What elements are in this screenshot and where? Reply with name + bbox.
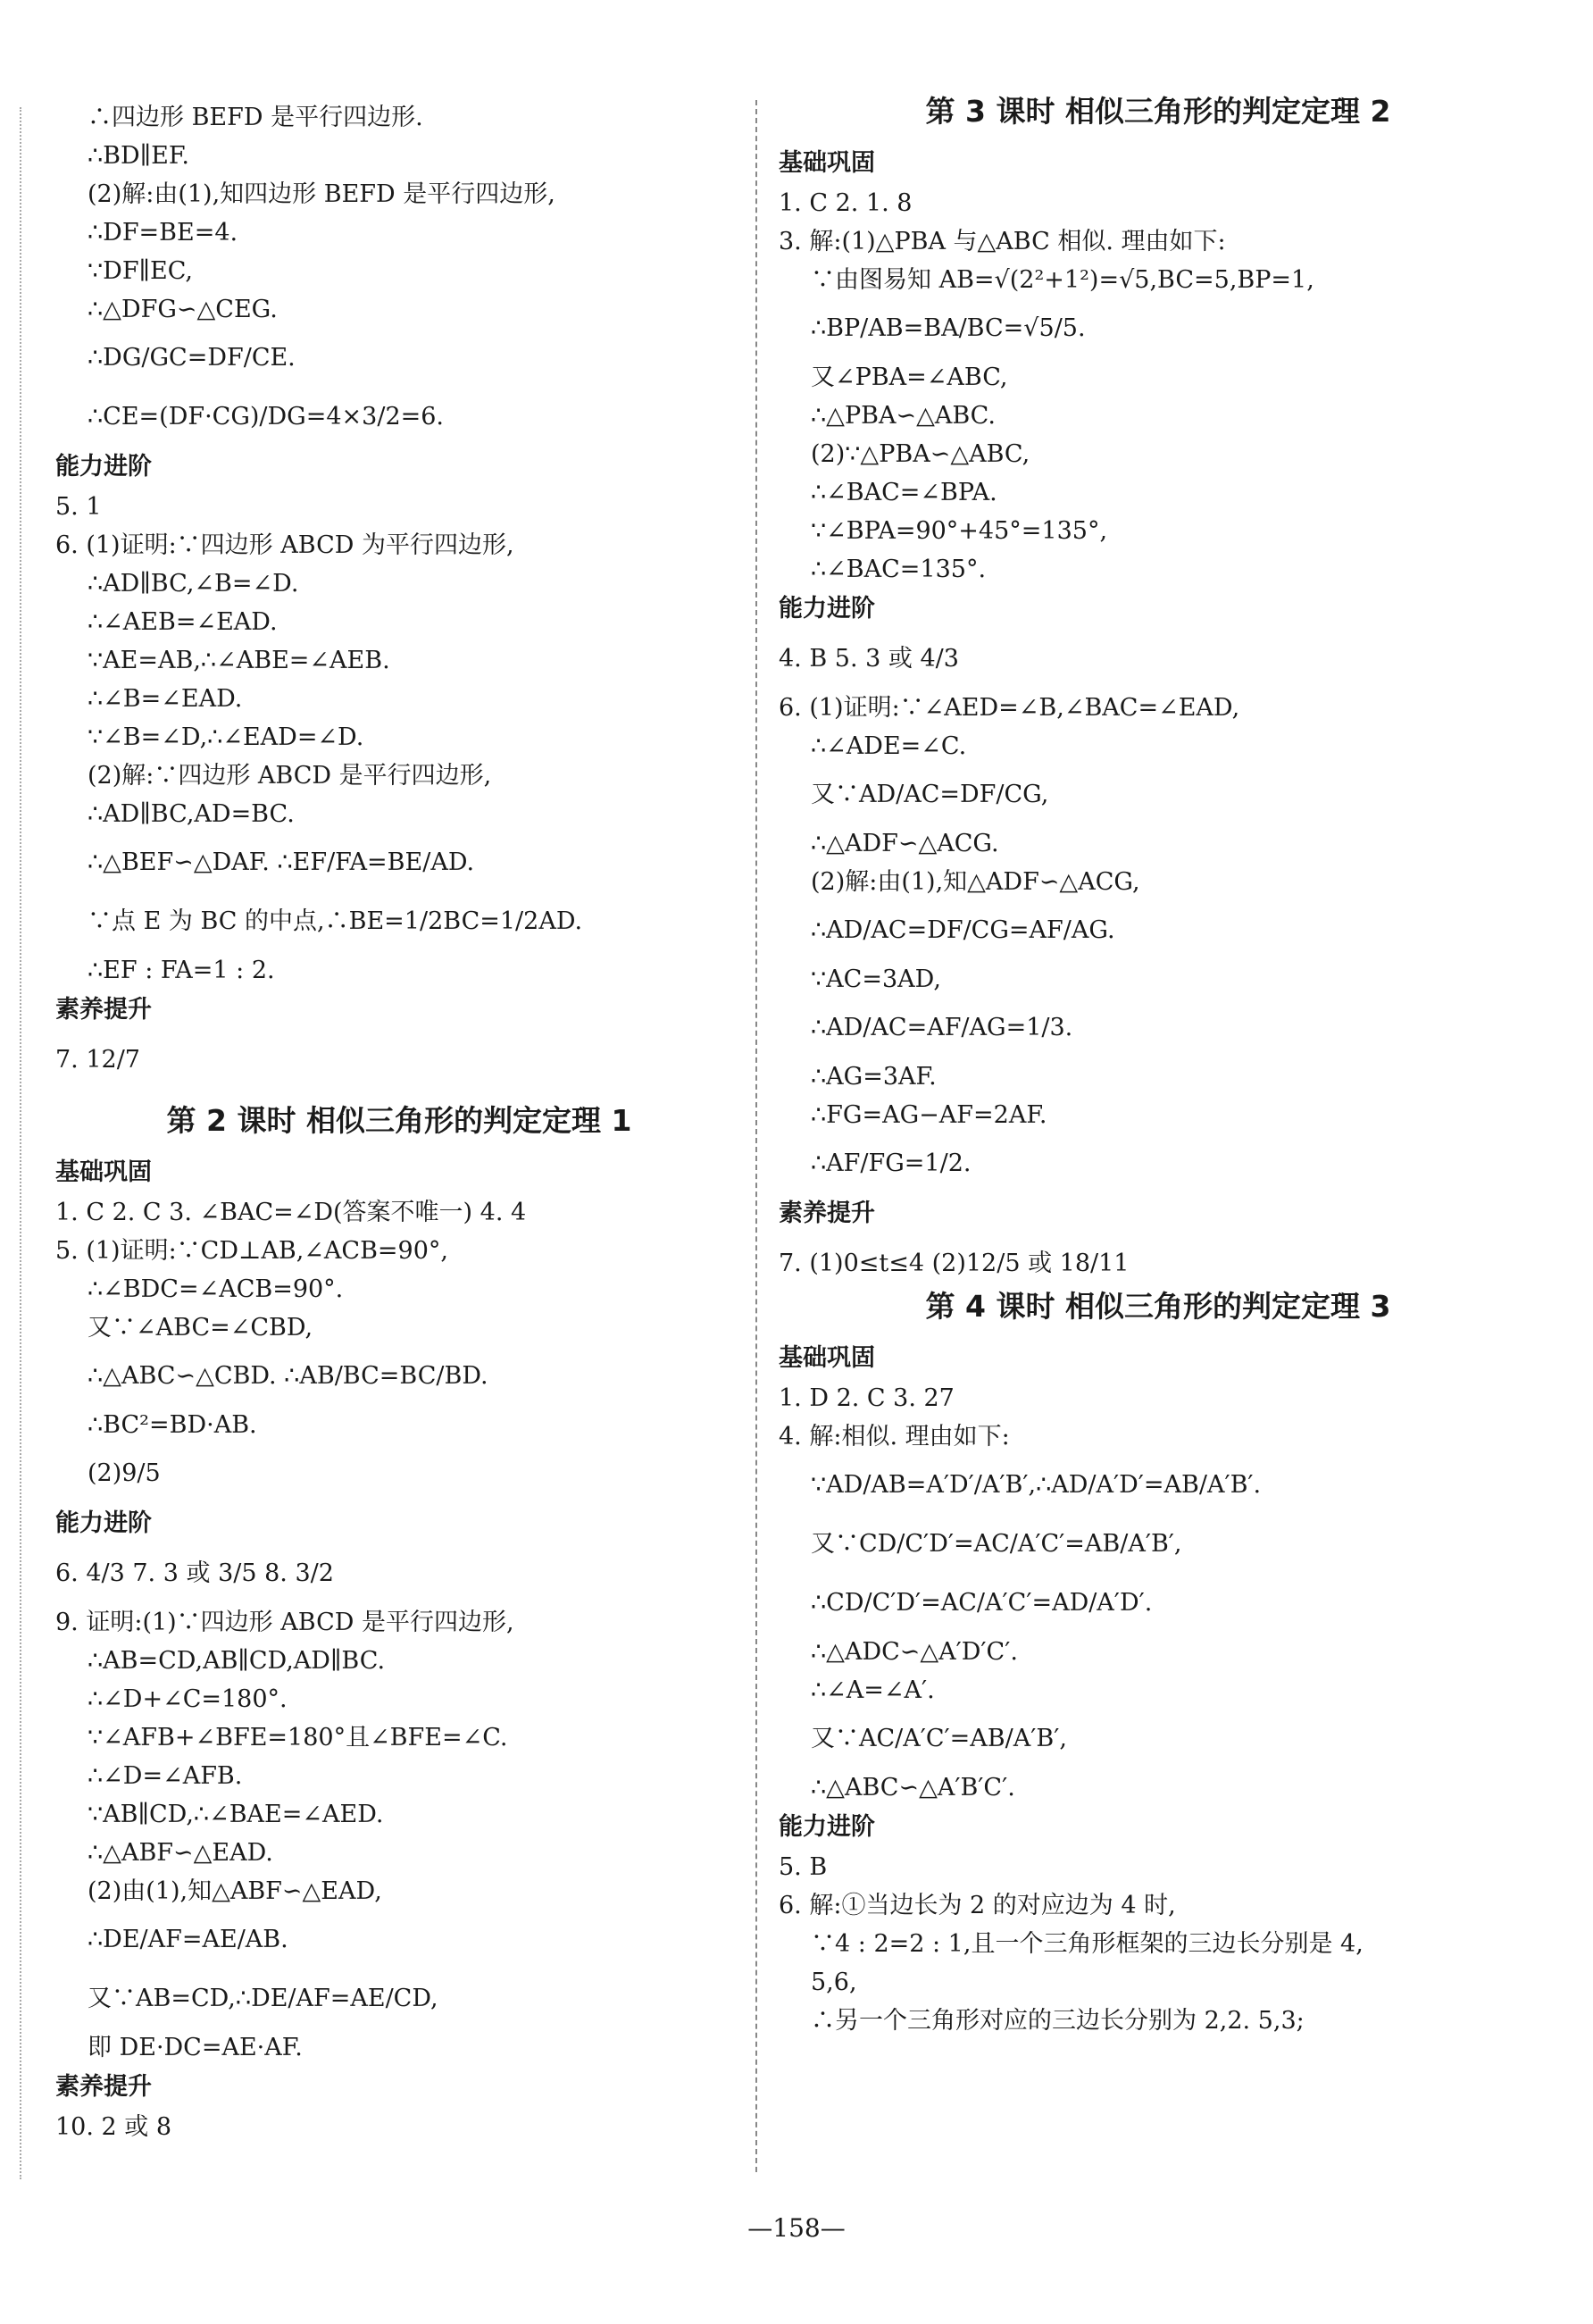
answer-line: ∴AD∥BC,∠B=∠D.	[88, 570, 299, 598]
section-heading: 素养提升	[55, 996, 152, 1024]
answer-line: ∴∠B=∠EAD.	[88, 685, 243, 713]
answer-line: ∴△PBA∽△ABC.	[811, 402, 996, 430]
answer-line: ∵AE=AB,∴∠ABE=∠AEB.	[88, 647, 390, 674]
answer-line: ∴∠AEB=∠EAD.	[88, 608, 278, 636]
answer-line: ∴BC²=BD·AB.	[88, 1411, 257, 1439]
answer-line: ∵∠AFB+∠BFE=180°且∠BFE=∠C.	[88, 1724, 508, 1751]
section-heading: 素养提升	[779, 1200, 875, 1227]
answer-line: ∴BD∥EF.	[88, 142, 189, 170]
answer-line: 7. 12/7	[55, 1046, 140, 1074]
answer-line: ∴∠ADE=∠C.	[811, 732, 967, 760]
answer-line: ∵∠B=∠D,∴∠EAD=∠D.	[88, 723, 364, 751]
answer-line: ∴∠BAC=∠BPA.	[811, 479, 997, 506]
answer-line: (2)解:∵四边形 ABCD 是平行四边形,	[88, 762, 492, 790]
answer-line: 4. B 5. 3 或 4/3	[779, 645, 959, 673]
answer-line: 5,6,	[811, 1969, 857, 1996]
answer-line: ∵∠BPA=90°+45°=135°,	[811, 517, 1108, 545]
answer-line: 5. 1	[55, 493, 102, 521]
answer-line: 9. 证明:(1)∵四边形 ABCD 是平行四边形,	[55, 1609, 514, 1636]
answer-line: ∵4 : 2=2 : 1,且一个三角形框架的三边长分别是 4,	[811, 1930, 1364, 1958]
section-heading: 能力进阶	[55, 1509, 152, 1537]
section-heading: 能力进阶	[55, 453, 152, 481]
answer-line: ∴AB=CD,AB∥CD,AD∥BC.	[88, 1647, 386, 1675]
lesson-title: 第 2 课时 相似三角形的判定定理 1	[166, 1103, 632, 1138]
column-divider	[755, 100, 757, 2172]
answer-line: 即 DE·DC=AE·AF.	[88, 2034, 303, 2061]
answer-line: ∴∠D+∠C=180°.	[88, 1685, 288, 1713]
answer-line: ∴AD∥BC,AD=BC.	[88, 800, 295, 828]
answer-column-right	[779, 94, 1538, 2040]
answer-line: 6. 4/3 7. 3 或 3/5 8. 3/2	[55, 1559, 334, 1587]
answer-line: ∴AD/AC=DF/CG=AF/AG.	[811, 916, 1115, 944]
answer-line: 7. (1)0≤t≤4 (2)12/5 或 18/11	[779, 1250, 1130, 1277]
answer-line: 又∵AB=CD,∴DE/AF=AE/CD,	[88, 1985, 438, 2012]
lesson-title: 第 4 课时 相似三角形的判定定理 3	[925, 1289, 1391, 1324]
answer-line: ∴∠A=∠A′.	[811, 1676, 935, 1704]
answer-line: 6. 解:①当边长为 2 的对应边为 4 时,	[779, 1892, 1176, 1919]
answer-line: ∴DE/AF=AE/AB.	[88, 1926, 288, 1953]
answer-line: (2)9/5	[88, 1459, 161, 1487]
answer-line: ∴△ABF∽△EAD.	[88, 1839, 273, 1867]
answer-line: 又∵AD/AC=DF/CG,	[811, 781, 1049, 808]
answer-line: 又∵AC/A′C′=AB/A′B′,	[811, 1725, 1067, 1752]
answer-line: ∴AF/FG=1/2.	[811, 1149, 972, 1177]
answer-line: 1. D 2. C 3. 27	[779, 1384, 955, 1412]
answer-line: ∴DG/GC=DF/CE.	[88, 344, 296, 372]
answer-line: ∴∠BAC=135°.	[811, 556, 987, 583]
answer-line: ∴FG=AG−AF=2AF.	[811, 1101, 1047, 1129]
answer-line: ∴BP/AB=BA/BC=√5/5.	[811, 314, 1086, 342]
answer-line: 4. 解:相似. 理由如下:	[779, 1423, 1010, 1450]
lesson-title: 第 3 课时 相似三角形的判定定理 2	[925, 94, 1391, 129]
section-heading: 能力进阶	[779, 595, 875, 623]
answer-line: 5. B	[779, 1853, 828, 1881]
answer-line: 10. 2 或 8	[55, 2113, 172, 2141]
answer-line: 6. (1)证明:∵∠AED=∠B,∠BAC=∠EAD,	[779, 694, 1240, 722]
answer-line: 又∠PBA=∠ABC,	[811, 364, 1008, 391]
answer-line: ∵由图易知 AB=√(2²+1²)=√5,BC=5,BP=1,	[811, 266, 1314, 294]
page-number: —158—	[747, 2213, 846, 2243]
answer-line: ∴DF=BE=4.	[88, 219, 238, 247]
answer-line: (2)∵△PBA∽△ABC,	[811, 440, 1030, 468]
binding-edge-line	[20, 107, 21, 2179]
section-heading: 基础巩固	[779, 149, 875, 177]
section-heading: 能力进阶	[779, 1813, 875, 1841]
answer-line: ∴△DFG∽△CEG.	[88, 296, 278, 323]
section-heading: 基础巩固	[779, 1344, 875, 1372]
answer-line: ∴四边形 BEFD 是平行四边形.	[88, 104, 423, 131]
answer-line: ∴AG=3AF.	[811, 1063, 937, 1091]
answer-line: ∵点 E 为 BC 的中点,∴BE=1/2BC=1/2AD.	[88, 907, 583, 935]
answer-line: ∴△ADF∽△ACG.	[811, 830, 999, 857]
answer-line: 3. 解:(1)△PBA 与△ABC 相似. 理由如下:	[779, 228, 1226, 255]
answer-line: ∴△ADC∽△A′D′C′.	[811, 1638, 1018, 1666]
answer-line: 1. C 2. 1. 8	[779, 189, 913, 217]
answer-line: ∴△ABC∽△CBD. ∴AB/BC=BC/BD.	[88, 1362, 488, 1390]
answer-line: 又∵CD/C′D′=AC/A′C′=AB/A′B′,	[811, 1530, 1182, 1558]
answer-line: ∵AB∥CD,∴∠BAE=∠AED.	[88, 1801, 384, 1828]
answer-line: ∵AC=3AD,	[811, 966, 941, 993]
answer-line: (2)解:由(1),知△ADF∽△ACG,	[811, 868, 1140, 896]
section-heading: 基础巩固	[55, 1158, 152, 1186]
answer-line: 又∵∠ABC=∠CBD,	[88, 1314, 313, 1342]
answer-column-left	[55, 98, 743, 2146]
section-heading: 素养提升	[55, 2073, 152, 2101]
answer-line: ∴∠BDC=∠ACB=90°.	[88, 1275, 344, 1303]
answer-line: 1. C 2. C 3. ∠BAC=∠D(答案不唯一) 4. 4	[55, 1199, 527, 1226]
answer-line: ∵AD/AB=A′D′/A′B′,∴AD/A′D′=AB/A′B′.	[811, 1471, 1262, 1499]
answer-line: ∴∠D=∠AFB.	[88, 1762, 243, 1790]
answer-line: 6. (1)证明:∵四边形 ABCD 为平行四边形,	[55, 531, 514, 559]
answer-line: ∴AD/AC=AF/AG=1/3.	[811, 1014, 1073, 1041]
answer-line: ∴EF : FA=1 : 2.	[88, 957, 275, 984]
answer-line: ∴△BEF∽△DAF. ∴EF/FA=BE/AD.	[88, 849, 475, 876]
answer-line: ∵DF∥EC,	[88, 257, 194, 285]
answer-line: ∴CE=(DF·CG)/DG=4×3/2=6.	[88, 403, 445, 431]
answer-line: ∴CD/C′D′=AC/A′C′=AD/A′D′.	[811, 1589, 1153, 1617]
answer-line: ∴另一个三角形对应的三边长分别为 2,2. 5,3;	[811, 2007, 1305, 2035]
answer-line: (2)解:由(1),知四边形 BEFD 是平行四边形,	[88, 180, 555, 208]
answer-line: (2)由(1),知△ABF∽△EAD,	[88, 1877, 382, 1905]
answer-line: ∴△ABC∽△A′B′C′.	[811, 1774, 1015, 1802]
answer-line: 5. (1)证明:∵CD⊥AB,∠ACB=90°,	[55, 1237, 448, 1265]
